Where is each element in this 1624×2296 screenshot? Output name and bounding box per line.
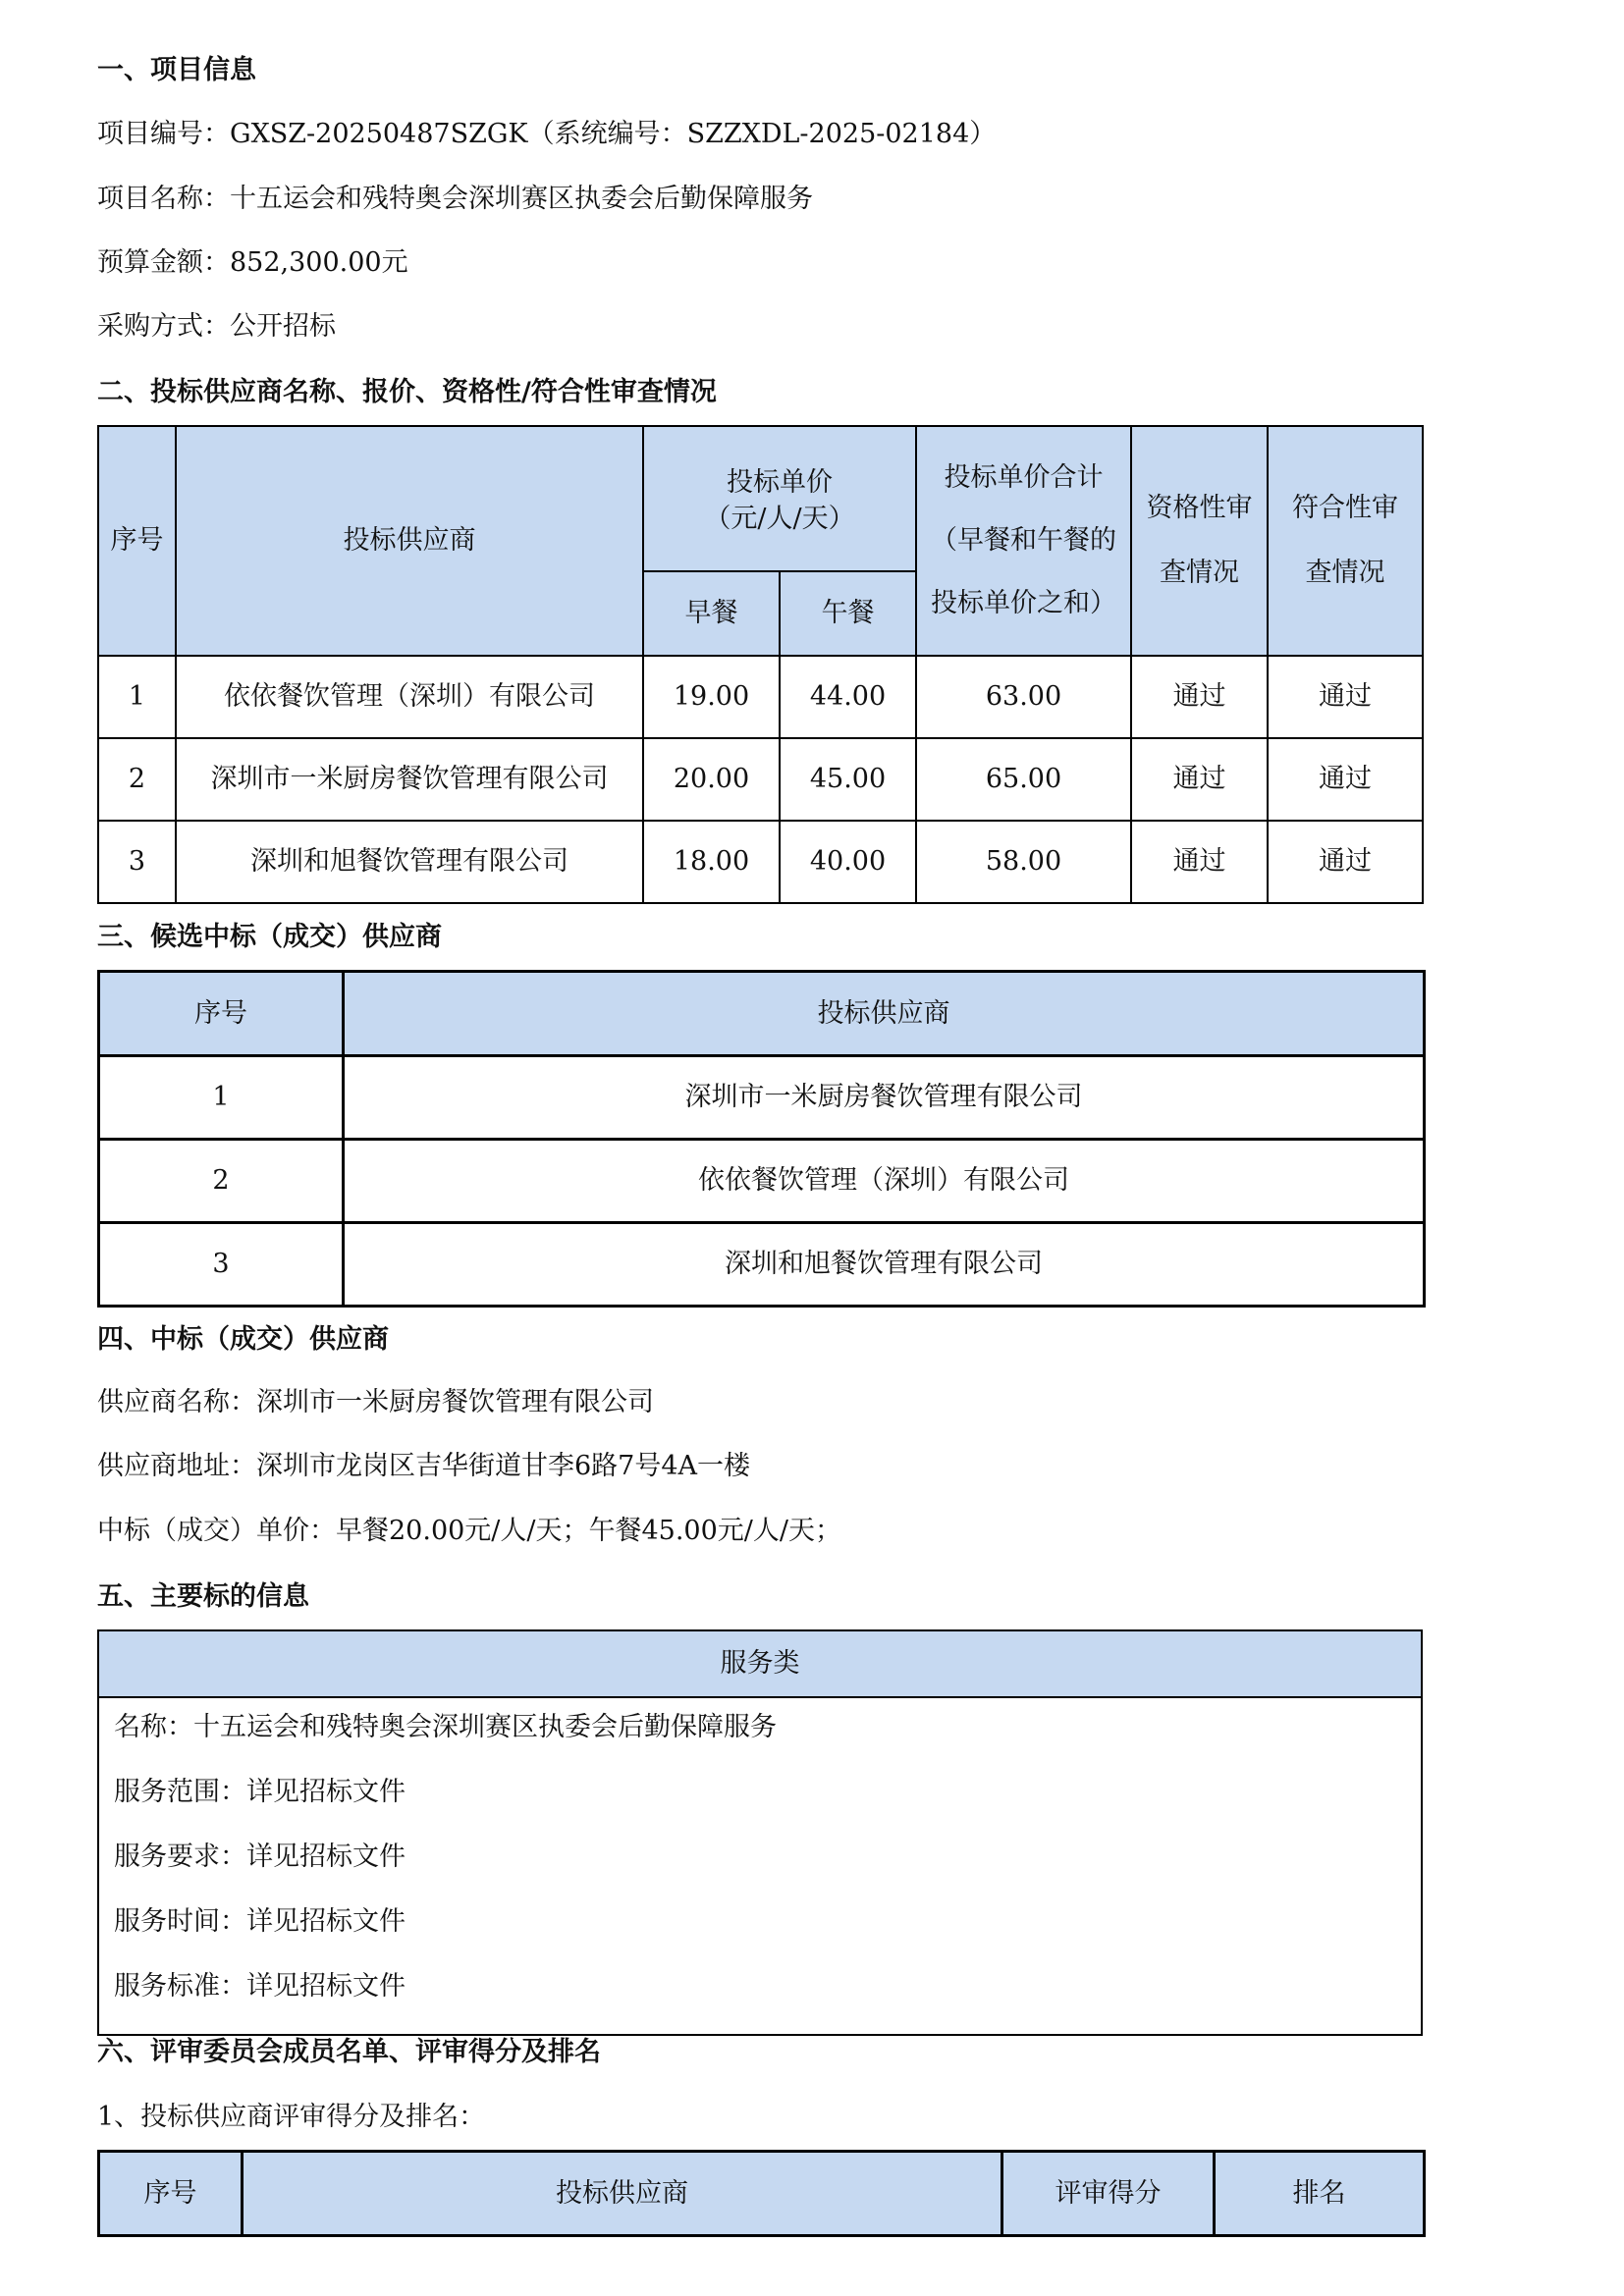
- candidates-table: [97, 970, 1426, 1308]
- section-heading-main-subject: 五、主要标的信息: [97, 1581, 309, 1612]
- header-cell-breakfast: 早餐: [643, 571, 780, 656]
- header-unit-price-line1: 投标单价: [727, 467, 833, 498]
- cell-qualification: 通过: [1131, 656, 1268, 738]
- table-row: [98, 656, 1423, 738]
- procurement-method: 采购方式：公开招标: [97, 311, 336, 342]
- cell-supplier: 深圳和旭餐饮管理有限公司: [176, 821, 643, 903]
- cell-supplier: 深圳和旭餐饮管理有限公司: [344, 1223, 1425, 1307]
- header-conformity-line1: 符合性审: [1292, 493, 1399, 523]
- table-row: [98, 738, 1423, 821]
- subject-line: 服务要求：详见招标文件: [114, 1842, 406, 1872]
- section-heading-project-info: 一、项目信息: [97, 55, 256, 85]
- cell-lunch: 44.00: [780, 656, 916, 738]
- cell-total: 63.00: [916, 656, 1131, 738]
- header-cell-rank: 排名: [1215, 2152, 1425, 2236]
- header-total-line3: 投标单价之和）: [931, 588, 1117, 618]
- section-heading-winner: 四、中标（成交）供应商: [97, 1324, 389, 1355]
- cell-no: 3: [99, 1223, 344, 1307]
- table-row: [99, 1056, 1425, 1140]
- cell-lunch: 45.00: [780, 738, 916, 821]
- cell-supplier: 深圳市一米厨房餐饮管理有限公司: [176, 738, 643, 821]
- header-cell-no: 序号: [98, 426, 176, 656]
- header-cell-unit-price: [643, 426, 916, 571]
- budget-amount: 预算金额：852,300.00元: [97, 247, 408, 278]
- header-cell-supplier: 投标供应商: [344, 972, 1425, 1056]
- cell-no: 1: [98, 656, 176, 738]
- subject-line: 服务标准：详见招标文件: [114, 1971, 406, 2002]
- winner-name: 供应商名称：深圳市一米厨房餐饮管理有限公司: [97, 1387, 654, 1417]
- cell-breakfast: 19.00: [643, 656, 780, 738]
- header-total-line2: （早餐和午餐的: [931, 525, 1117, 556]
- header-conformity-line2: 查情况: [1305, 558, 1385, 588]
- cell-breakfast: 20.00: [643, 738, 780, 821]
- cell-conformity: 通过: [1268, 738, 1423, 821]
- cell-conformity: 通过: [1268, 656, 1423, 738]
- table-row: [99, 1140, 1425, 1223]
- main-subject-table: [97, 1629, 1423, 2036]
- section-heading-evaluation: 六、评审委员会成员名单、评审得分及排名: [97, 2037, 601, 2067]
- cell-conformity: 通过: [1268, 821, 1423, 903]
- section-heading-candidates: 三、候选中标（成交）供应商: [97, 922, 442, 952]
- bidders-table: [97, 425, 1424, 904]
- subject-line: 名称：十五运会和残特奥会深圳赛区执委会后勤保障服务: [114, 1712, 777, 1742]
- cell-qualification: 通过: [1131, 821, 1268, 903]
- header-cell-no: 序号: [99, 2152, 243, 2236]
- cell-no: 1: [99, 1056, 344, 1140]
- header-cell-conformity: [1268, 426, 1423, 656]
- project-name: 项目名称：十五运会和残特奥会深圳赛区执委会后勤保障服务: [97, 184, 813, 214]
- cell-lunch: 40.00: [780, 821, 916, 903]
- cell-breakfast: 18.00: [643, 821, 780, 903]
- header-cell-supplier: 投标供应商: [176, 426, 643, 656]
- header-cell-no: 序号: [99, 972, 344, 1056]
- cell-no: 3: [98, 821, 176, 903]
- evaluation-table: [97, 2150, 1426, 2237]
- cell-total: 65.00: [916, 738, 1131, 821]
- table-row: [98, 821, 1423, 903]
- header-cell-total: [916, 426, 1131, 656]
- cell-supplier: 依依餐饮管理（深圳）有限公司: [344, 1140, 1425, 1223]
- header-total-line1: 投标单价合计: [944, 462, 1104, 493]
- header-cell-score: 评审得分: [1002, 2152, 1215, 2236]
- header-qualification-line2: 查情况: [1160, 558, 1240, 588]
- subject-details-cell: [98, 1697, 1422, 2035]
- section-heading-bidders: 二、投标供应商名称、报价、资格性/符合性审查情况: [97, 377, 717, 407]
- evaluation-subheading: 1、投标供应商评审得分及排名：: [97, 2102, 486, 2132]
- cell-qualification: 通过: [1131, 738, 1268, 821]
- header-unit-price-line2: （元/人/天）: [704, 504, 855, 534]
- winner-address: 供应商地址：深圳市龙岗区吉华街道甘李6路7号4A一楼: [97, 1451, 751, 1481]
- header-cell-lunch: 午餐: [780, 571, 916, 656]
- winner-unit-price: 中标（成交）单价：早餐20.00元/人/天；午餐45.00元/人/天；: [97, 1516, 841, 1546]
- header-cell-category: 服务类: [98, 1630, 1422, 1697]
- subject-line: 服务时间：详见招标文件: [114, 1906, 406, 1937]
- subject-line: 服务范围：详见招标文件: [114, 1777, 406, 1807]
- cell-supplier: 依依餐饮管理（深圳）有限公司: [176, 656, 643, 738]
- cell-total: 58.00: [916, 821, 1131, 903]
- header-cell-supplier: 投标供应商: [243, 2152, 1002, 2236]
- cell-no: 2: [98, 738, 176, 821]
- header-cell-qualification: [1131, 426, 1268, 656]
- cell-supplier: 深圳市一米厨房餐饮管理有限公司: [344, 1056, 1425, 1140]
- cell-no: 2: [99, 1140, 344, 1223]
- table-row: [99, 1223, 1425, 1307]
- project-number: 项目编号：GXSZ-20250487SZGK（系统编号：SZZXDL-2025-02184）: [97, 119, 997, 149]
- header-qualification-line1: 资格性审: [1146, 493, 1253, 523]
